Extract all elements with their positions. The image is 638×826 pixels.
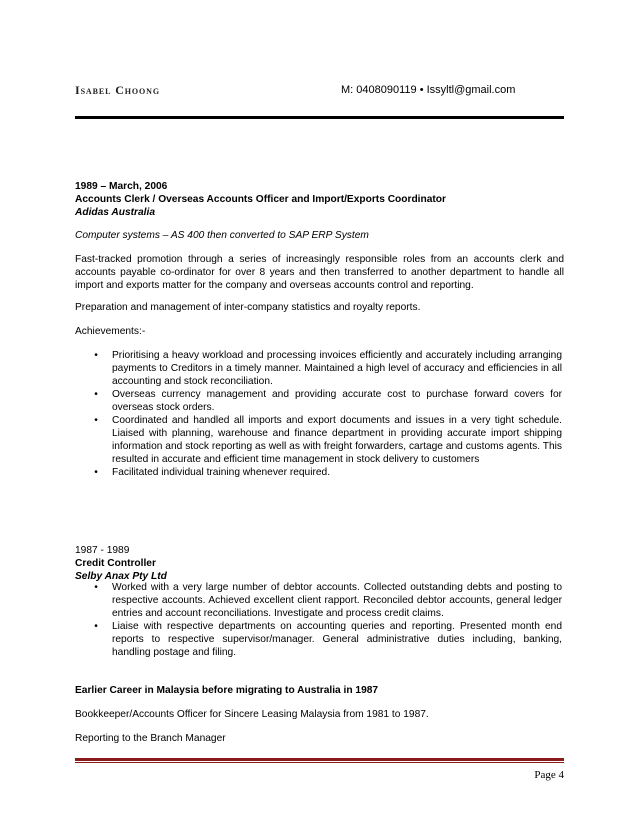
list-item: • Worked with a very large number of debtor accounts. Collected outstanding debts and posting to respective accounts. Achieved excellent client rapport. Reconciled debtor accounts, general ledger entries and account reconciliations. Investigate and process credit claims. — [94, 582, 562, 619]
list-item: • Coordinated and handled all imports and export documents and issues in a very tight schedule. Liaised with planning, warehouse and finance department in providing accurate import shipping information and stock reporting as well as with freight forwarders, cartage and customs agents. This resulted in accurate and efficient time management in stock delivery to customers — [94, 415, 562, 465]
footer-divider-thin — [75, 762, 564, 763]
list-item: • Prioritising a heavy workload and processing invoices efficiently and accurately including arranging payments to Creditors in a timely manner. Maintained a high level of accuracy and efficiencies in all accounting and stock reconciliation. — [94, 350, 562, 387]
list-item: • Facilitated individual training whenever required. — [94, 467, 331, 478]
job1-heading — [75, 180, 564, 219]
list-item: • Liaise with respective departments on accounting queries and reporting. Presented month end reports to respective supervisor/manager. General administrative duties including, banking, handling postage and filing. — [94, 621, 562, 658]
footer-divider — [75, 758, 564, 761]
job2-company: Selby Anax Pty Ltd — [75, 571, 167, 582]
job2-bullet-list — [91, 581, 562, 659]
job1-achievements-label: Achievements:- — [75, 326, 146, 337]
header-contact: M: 0408090119 • Issyltl@gmail.com — [341, 84, 516, 96]
job2-title: Credit Controller — [75, 558, 156, 569]
job1-dates: 1989 – March, 2006 — [75, 181, 168, 192]
job1-title: Accounts Clerk / Overseas Accounts Officer and Import/Exports Coordinator — [75, 194, 446, 205]
job2-dates: 1987 - 1989 — [75, 545, 130, 556]
header-divider — [75, 116, 564, 119]
job2-heading — [75, 544, 564, 583]
job1-systems: Computer systems – AS 400 then converted to SAP ERP System — [75, 230, 369, 241]
job1-para1: Fast-tracked promotion through a series of increasingly responsible roles from an accounts clerk and accounts payable co-ordinator for over 8 years and then transferred to another department to handle all import and exports matter for the company and overseas accounts control and reporting. — [75, 254, 564, 291]
job1-para2: Preparation and management of inter-company statistics and royalty reports. — [75, 302, 421, 313]
earlier-career-line1: Bookkeeper/Accounts Officer for Sincere Leasing Malaysia from 1981 to 1987. — [75, 709, 429, 720]
header-name: Isabel Choong — [75, 83, 160, 97]
page-number: Page 4 — [534, 769, 564, 781]
job1-company: Adidas Australia — [75, 207, 156, 218]
earlier-career-heading: Earlier Career in Malaysia before migrating to Australia in 1987 — [75, 685, 379, 696]
earlier-career-line2: Reporting to the Branch Manager — [75, 733, 226, 744]
list-item: • Overseas currency management and providing accurate cost to purchase forward covers for overseas stock orders. — [94, 389, 562, 413]
job1-bullet-list — [91, 349, 562, 479]
